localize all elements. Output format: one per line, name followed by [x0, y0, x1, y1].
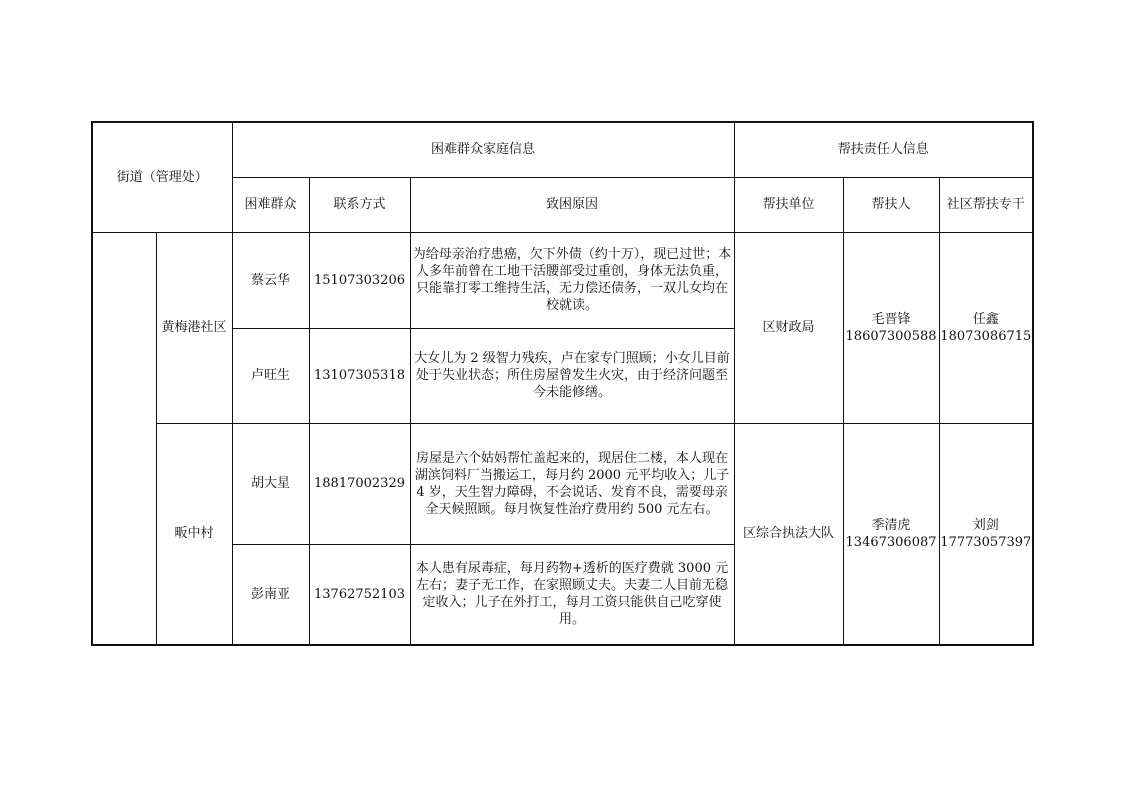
helper-cell: [843, 232, 939, 423]
hardship-reason: 大女儿为 2 级智力残疾，卢在家专门照顾；小女儿目前处于失业状态；所住房屋曾发生火灾，由于经济问题至今未能修缮。: [410, 328, 734, 423]
cadre-cell: [939, 423, 1033, 645]
col-helper-header: 帮扶人: [843, 177, 939, 232]
cadre-name: 刘剑: [972, 517, 999, 533]
community-cell: 黄梅港社区: [156, 232, 232, 423]
col-name-header: 困难群众: [232, 177, 309, 232]
helper-info-header: 帮扶责任人信息: [734, 122, 1033, 177]
person-name: 胡大星: [232, 423, 309, 544]
helper-cell: [843, 423, 939, 645]
col-cadre-header: 社区帮扶专干: [939, 177, 1033, 232]
hardship-reason: 为给母亲治疗患癌，欠下外债（约十万），现已过世；本人多年前曾在工地干活腰部受过重创，身体无法负重，只能靠打零工维持生活，无力偿还债务，一双儿女均在校就读。: [410, 232, 734, 328]
person-name: 彭南亚: [232, 544, 309, 645]
helper-phone: 18607300588: [845, 328, 937, 344]
helper-phone: 13467306087: [845, 534, 937, 550]
person-phone: 13762752103: [309, 544, 410, 645]
col-reason-header: 致困原因: [410, 177, 734, 232]
helper-name: 毛晋锋: [871, 311, 911, 327]
table-row: [92, 232, 1033, 328]
cadre-cell: [939, 232, 1033, 423]
table-row: [92, 423, 1033, 544]
family-info-header: 困难群众家庭信息: [232, 122, 734, 177]
cadre-phone: 17773057397: [940, 534, 1032, 550]
col-contact-header: 联系方式: [309, 177, 410, 232]
hardship-reason: 本人患有尿毒症，每月药物+透析的医疗费就 3000 元左右；妻子无工作，在家照顾丈夫。夫妻二人目前无稳定收入；儿子在外打工，每月工资只能供自己吃穿使用。: [410, 544, 734, 645]
cadre-phone: 18073086715: [940, 328, 1032, 344]
person-name: 卢旺生: [232, 328, 309, 423]
helper-unit: 区财政局: [734, 232, 843, 423]
community-cell: 畈中村: [156, 423, 232, 645]
helper-name: 季清虎: [871, 517, 911, 533]
person-phone: 15107303206: [309, 232, 410, 328]
person-phone: 13107305318: [309, 328, 410, 423]
street-cell: [92, 232, 156, 645]
hardship-reason: 房屋是六个姑妈帮忙盖起来的，现居住二楼，本人现在湖滨饲料厂当搬运工，每月约 2000 元平均收入；儿子 4 岁，天生智力障碍，不会说话、发育不良，需要母亲全天候照顾。每月恢复性治疗费用约 500 元左右。: [410, 423, 734, 544]
helper-unit: 区综合执法大队: [734, 423, 843, 645]
cadre-name: 任鑫: [972, 311, 999, 327]
col-unit-header: 帮扶单位: [734, 177, 843, 232]
street-header: 街道（管理处）: [92, 122, 232, 232]
assistance-table: [91, 121, 1034, 646]
person-phone: 18817002329: [309, 423, 410, 544]
person-name: 蔡云华: [232, 232, 309, 328]
